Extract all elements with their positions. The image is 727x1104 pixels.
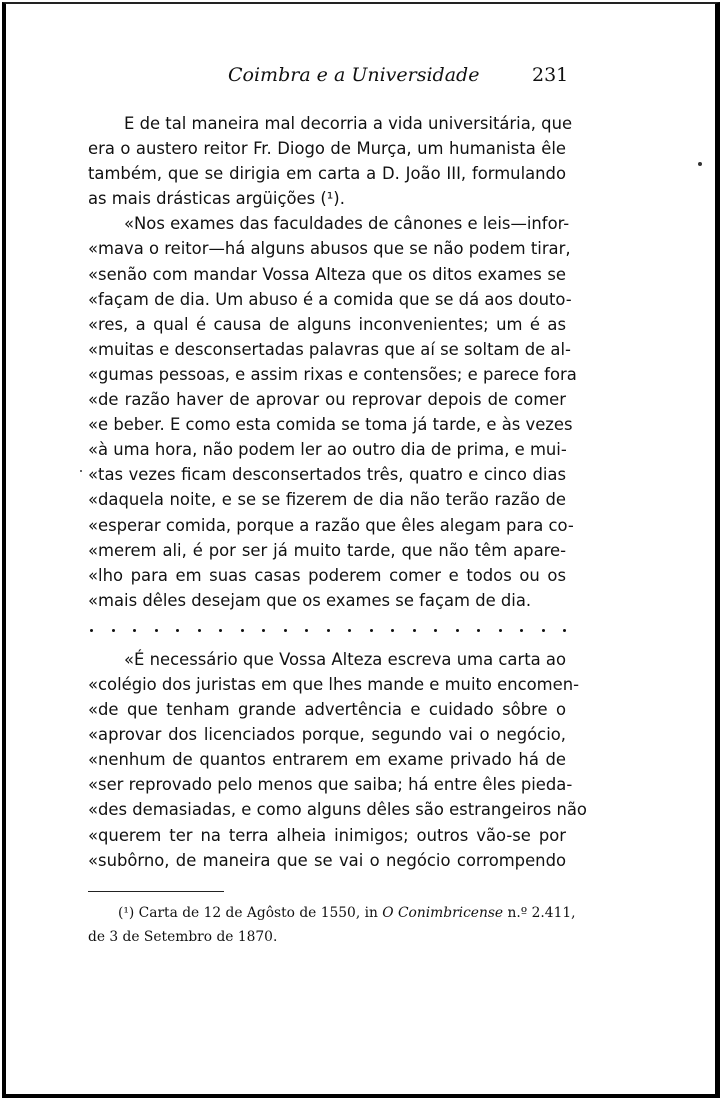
separator-dot (563, 629, 566, 632)
text-line: «à uma hora, não podem ler ao outro dia de prima, e mui- (88, 440, 567, 460)
text-line: «de razão haver de aprovar ou reprovar depois de comer (88, 390, 566, 410)
text-line: «querem ter na terra alheia inimigos; outros vão-se por (88, 825, 566, 845)
text-line: «mava o reitor—há alguns abusos que se não podem tirar, (88, 239, 571, 259)
footnote-line (88, 901, 576, 925)
text-line: «subôrno, de maneira que se vai o negócio corrompendo (88, 850, 566, 870)
footnote-text: n.º 2.411, (503, 905, 576, 921)
ellipsis-separator (88, 617, 566, 643)
separator-dot (198, 629, 201, 632)
paragraph-intro (88, 111, 573, 211)
separator-dot (219, 629, 222, 632)
footnote-periodical: O Conimbricense (382, 905, 504, 921)
quote-second (88, 647, 587, 873)
text-line: também, que se dirigia em carta a D. João III, formulando (88, 164, 566, 184)
separator-dot (477, 629, 480, 632)
separator-dot (90, 629, 93, 632)
separator-dot (262, 629, 265, 632)
separator-dot (434, 629, 437, 632)
separator-dot (413, 629, 416, 632)
text-line: «aprovar dos licenciados porque, segundo vai o negócio, (88, 725, 566, 745)
text-line: «É necessário que Vossa Alteza escreva uma carta ao (124, 649, 566, 669)
footnote-text: (¹) Carta de 12 de Agôsto de 1550, in (118, 905, 383, 921)
text-line: era o austero reitor Fr. Diogo de Murça, um humanista êle (88, 139, 566, 159)
text-line: as mais drásticas argüições (¹). (88, 189, 345, 209)
text-line: «des demasiadas, e como alguns dêles são estrangeiros não (88, 800, 587, 820)
text-line: «gumas pessoas, e assim rixas e contensões; e parece fora (88, 364, 577, 384)
separator-dot (370, 629, 373, 632)
text-line: «tas vezes ficam desconsertados três, quatro e cinco dias (88, 465, 566, 485)
text-line: «de que tenham grande advertência e cuidado sôbre o (88, 700, 566, 720)
separator-dot (348, 629, 351, 632)
separator-dot (284, 629, 287, 632)
separator-dot (155, 629, 158, 632)
separator-dot (542, 629, 545, 632)
text-line: «mais dêles desejam que os exames se façam de dia. (88, 590, 532, 610)
separator-dot (176, 629, 179, 632)
separator-dot (305, 629, 308, 632)
footnote-rule (88, 891, 224, 892)
separator-dot (112, 629, 115, 632)
text-line: «colégio dos juristas em que lhes mande e muito encomen- (88, 674, 580, 694)
text-line: «nenhum de quantos entrarem em exame privado há de (88, 750, 566, 770)
separator-dot (241, 629, 244, 632)
separator-dot (456, 629, 459, 632)
print-speck (698, 162, 702, 166)
separator-dot (391, 629, 394, 632)
document-page (2, 2, 720, 1098)
text-line: «res, a qual é causa de alguns inconvenientes; um é as (88, 314, 566, 334)
separator-dot (520, 629, 523, 632)
separator-dot (327, 629, 330, 632)
print-speck (80, 470, 82, 472)
text-line: «Nos exames das faculdades de cânones e leis—infor- (124, 214, 570, 234)
page-number: 231 (532, 64, 569, 86)
text-line: «ser reprovado pelo menos que saiba; há entre êles pieda- (88, 775, 573, 795)
separator-dot (499, 629, 502, 632)
text-line: «esperar comida, porque a razão que êles alegam para co- (88, 515, 574, 535)
text-line: «daquela noite, e se se fizerem de dia não terão razão de (88, 490, 566, 510)
separator-dot (133, 629, 136, 632)
text-line: «façam de dia. Um abuso é a comida que se dá aos douto- (88, 289, 572, 309)
text-line: «senão com mandar Vossa Alteza que os ditos exames se (88, 264, 566, 284)
text-line: «merem ali, é por ser já muito tarde, que não têm apare- (88, 540, 566, 560)
text-line: «muitas e desconsertadas palavras que aí se soltam de al- (88, 339, 571, 359)
body-text (88, 111, 587, 873)
text-line: E de tal maneira mal decorria a vida universitária, que (124, 114, 573, 133)
text-line: «lho para em suas casas poderem comer e todos ou os (88, 565, 566, 585)
footnote-line: de 3 de Setembro de 1870. (88, 929, 278, 945)
text-line: «e beber. E como esta comida se toma já tarde, e às vezes (88, 415, 573, 435)
footnotes (88, 901, 576, 949)
quote-first (88, 211, 577, 613)
running-title: Coimbra e a Universidade (228, 64, 480, 86)
